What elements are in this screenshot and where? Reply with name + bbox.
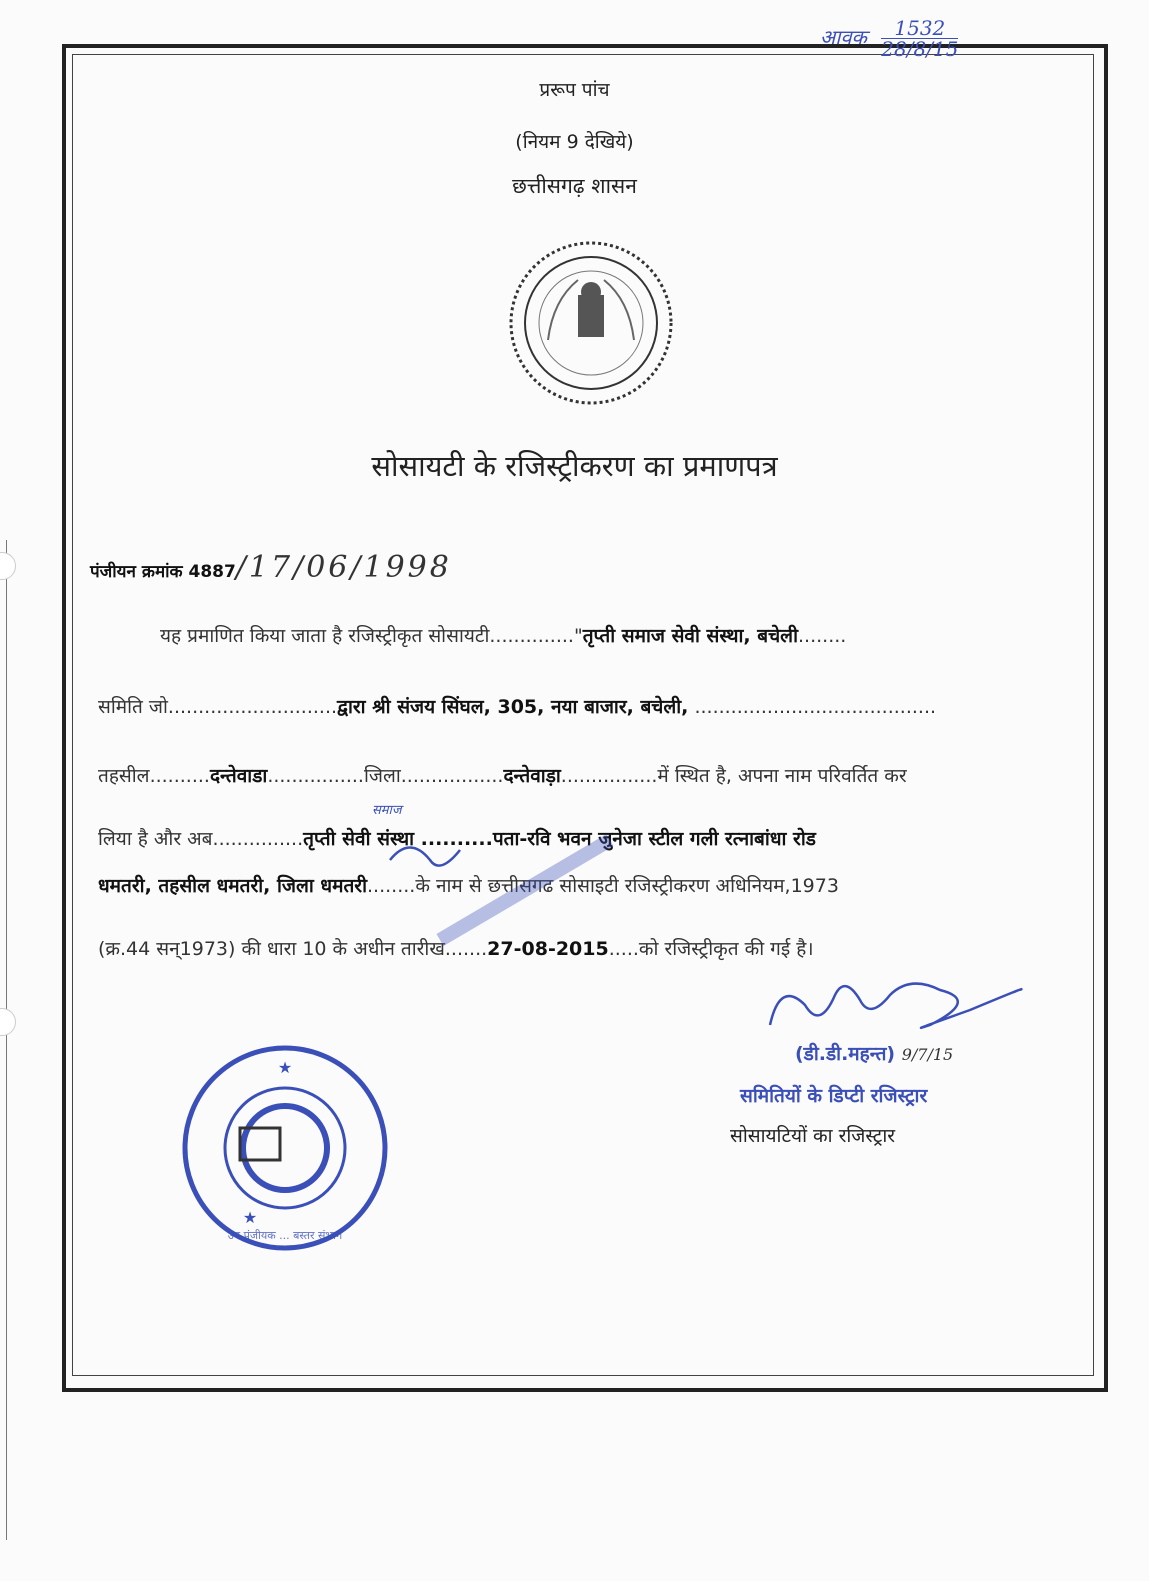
punch-hole bbox=[0, 552, 16, 580]
body-line-2: समिति जो............................द्वारा श्री संजय सिंघल, 305, नया बाजार, बचेली, ........................................ bbox=[98, 696, 937, 718]
government-name: छत्तीसगढ़ शासन bbox=[512, 174, 637, 198]
punch-hole bbox=[0, 1008, 16, 1036]
svg-text:★: ★ bbox=[277, 1058, 293, 1077]
signatory-designation: समितियों के डिप्टी रजिस्ट्रार bbox=[740, 1085, 928, 1107]
rule-reference: (नियम 9 देखिये) bbox=[515, 131, 634, 153]
body-line-3: तहसील..........दन्तेवाडा................जिला.................दन्तेवाड़ा................में स्थित है, अपना नाम परिवर्तित कर bbox=[98, 765, 907, 787]
body-line-4: लिया है और अब...............तृप्ती सेवी संस्था ..........पता-रवि भवन जुनेजा स्टील गली रत्नाबांधा रोड bbox=[98, 828, 816, 850]
office-seal bbox=[180, 1043, 390, 1253]
inward-note: आवक $\frac{1532}{28/8/15}$ bbox=[820, 16, 959, 61]
correction-note: समाज bbox=[372, 803, 402, 818]
body-line-6: (क्र.44 सन्1973) की धारा 10 के अधीन तारीख.......27-08-2015.....को रजिस्ट्रीकृत की गई है। bbox=[98, 938, 814, 960]
certificate-title: सोसायटी के रजिस्ट्रीकरण का प्रमाणपत्र bbox=[371, 449, 778, 483]
state-emblem bbox=[508, 240, 674, 406]
seal-graphic bbox=[180, 1043, 390, 1253]
body-line-1: यह प्रमाणित किया जाता है रजिस्ट्रीकृत सोसायटी.............."तृप्ती समाज सेवी संस्था, बचेली........ bbox=[160, 625, 847, 647]
signatory-office: सोसायटियों का रजिस्ट्रार bbox=[730, 1125, 896, 1147]
svg-text:★: ★ bbox=[242, 1208, 258, 1227]
signatory-name: (डी.डी.महन्त) 9/7/15 bbox=[795, 1043, 954, 1065]
registration-number: पंजीयन क्रमांक 4887/17/06/1998 bbox=[90, 550, 452, 585]
body-line-5: धमतरी, तहसील धमतरी, जिला धमतरी........के नाम से छत्तीसगढ सोसाइटी रजिस्ट्रीकरण अधिनियम,1973 bbox=[98, 875, 839, 897]
margin-line bbox=[6, 540, 7, 1540]
seal-text: उप पंजीयक ... बस्तर संभाग bbox=[227, 1229, 343, 1242]
form-number: प्ररूप पांच bbox=[539, 79, 610, 101]
official-rubber-stamp-mark bbox=[380, 820, 620, 950]
